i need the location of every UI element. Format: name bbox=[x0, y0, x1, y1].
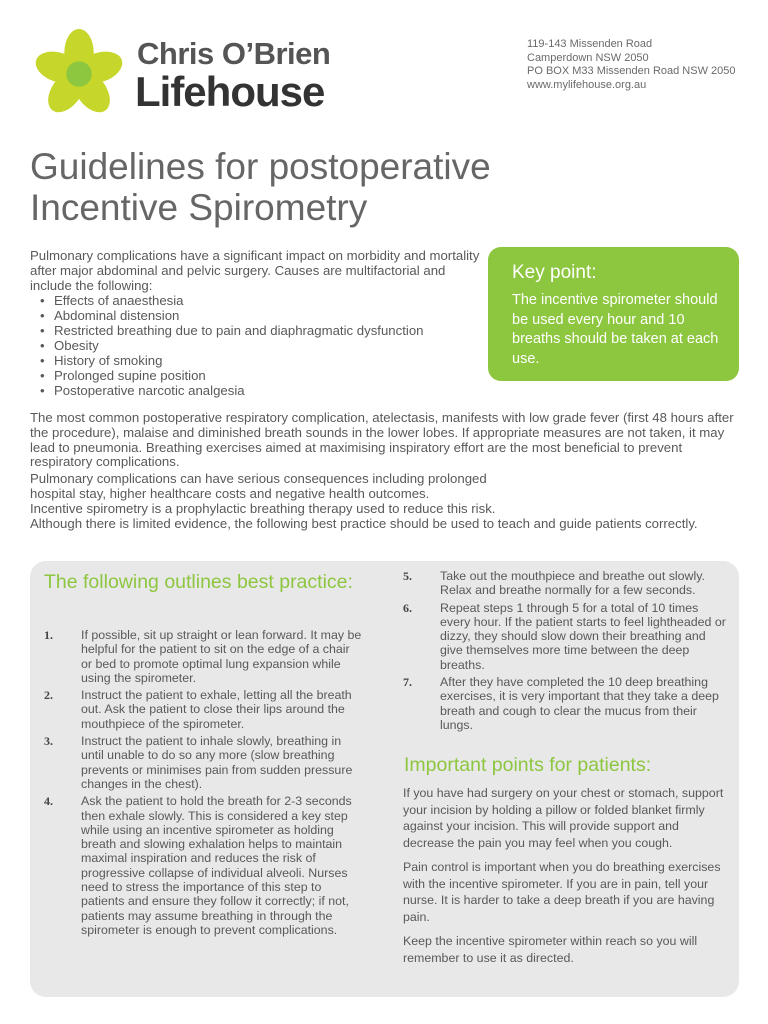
list-item: • Abdominal distension bbox=[30, 308, 482, 323]
body-line: Incentive spirometry is a prophylactic breathing therapy used to reduce this risk. bbox=[30, 500, 496, 516]
flower-logo-icon bbox=[30, 28, 128, 118]
step-number: 3. bbox=[44, 734, 53, 749]
step-number: 4. bbox=[44, 794, 53, 809]
patient-paragraph: If you have had surgery on your chest or stomach, support your incision by holding a pillow or folded blanket firmly against your incision. This will provide support and decrease the pain you may feel when you cough. bbox=[403, 786, 724, 850]
website-link[interactable]: www.mylifehouse.org.au bbox=[527, 78, 647, 91]
address-line: Camperdown NSW 2050 bbox=[527, 51, 649, 64]
title-line1: Guidelines for postoperative bbox=[30, 146, 491, 187]
step-number: 6. bbox=[403, 600, 412, 615]
step-number: 5. bbox=[403, 569, 412, 583]
best-practice-heading: The following outlines best practice: bbox=[44, 571, 353, 593]
step-item bbox=[44, 734, 364, 791]
best-practice-panel bbox=[30, 561, 739, 997]
body-line: Pulmonary complications can have serious consequences including prolonged bbox=[30, 471, 487, 487]
step-text: Instruct the patient to inhale slowly, breathing in until unable to do so any more (slow breathing prevents or minimises pain from sudden pressure changes in the chest). bbox=[81, 734, 353, 791]
key-point-box bbox=[488, 247, 739, 381]
step-text: Ask the patient to hold the breath for 2-3 seconds then exhale slowly. This is considered a key step while using an incentive spirometer as holding breath and slowing exhalation helps to maintain maximal inspiration and reduces the risk of progressive collapse of individual alveoli. Nurses need to stress the importance of this step to patients and ensure they follow it correctly; if not, patients may assume breathing in through the spirometer is enough to prevent complications. bbox=[81, 794, 352, 937]
steps-list-right bbox=[403, 569, 729, 735]
body-paragraph: The most common postoperative respiratory complication, atelectasis, manifests with low grade fever (first 48 hours after the procedure), malaise and diminished breath sounds in the lower lobes. If appropriate measures are not taken, it may lead to pneumonia. Breathing exercises aimed at maximising inspiratory effort are the most beneficial to prevent respiratory complications. bbox=[30, 410, 734, 470]
logo bbox=[30, 28, 360, 118]
step-text: Repeat steps 1 through 5 for a total of 10 times every hour. If the patient starts to feel lightheaded or dizzy, they should slow down their breathing and give themselves more time between the deep breaths. bbox=[440, 600, 726, 672]
body-paragraph bbox=[30, 472, 740, 516]
address-line: 119-143 Missenden Road bbox=[527, 38, 653, 50]
causes-list bbox=[30, 293, 482, 398]
step-item bbox=[403, 675, 729, 732]
list-item: • Prolonged supine position bbox=[30, 368, 482, 383]
brand-name-line1: Chris O’Brien bbox=[137, 36, 331, 71]
brand-name-line2: Lifehouse bbox=[135, 68, 325, 115]
key-point-text: The incentive spirometer should be used every hour and 10 breaths should be taken at each use. bbox=[512, 292, 719, 367]
step-text: If possible, sit up straight or lean forward. It may be helpful for the patient to sit on the edge of a chair or bed to promote optimal lung expansion while using the spirometer. bbox=[81, 628, 362, 685]
step-number: 2. bbox=[44, 688, 53, 703]
list-item: • Restricted breathing due to pain and diaphragmatic dysfunction bbox=[30, 323, 482, 338]
key-point-title: Key point: bbox=[512, 262, 597, 283]
list-item: • History of smoking bbox=[30, 353, 482, 368]
list-item: • Effects of anaesthesia bbox=[30, 293, 482, 308]
step-text: After they have completed the 10 deep breathing exercises, it is very important that they take a deep breath and cough to clear the mucus from their lungs. bbox=[440, 675, 719, 732]
step-item bbox=[44, 794, 364, 937]
steps-list-left bbox=[44, 628, 364, 940]
patients-section bbox=[403, 785, 729, 974]
step-item bbox=[403, 569, 729, 598]
patient-paragraph: Keep the incentive spirometer within reach so you will remember to use it as directed. bbox=[403, 934, 698, 965]
step-number: 1. bbox=[44, 628, 53, 642]
body-paragraph: Although there is limited evidence, the following best practice should be used to teach and guide patients correctly. bbox=[30, 515, 698, 531]
page-title bbox=[30, 146, 630, 228]
patients-heading: Important points for patients: bbox=[404, 754, 652, 776]
step-text: Take out the mouthpiece and breathe out slowly. Relax and breathe normally for a few seconds. bbox=[440, 569, 705, 598]
address-line: PO BOX M33 Missenden Road NSW 2050 bbox=[527, 65, 736, 77]
list-item: • Postoperative narcotic analgesia bbox=[30, 383, 482, 398]
title-line2: Incentive Spirometry bbox=[30, 187, 368, 228]
intro-section bbox=[30, 248, 482, 398]
address-block bbox=[527, 38, 735, 92]
step-item bbox=[44, 688, 364, 731]
list-item: • Obesity bbox=[30, 338, 482, 353]
step-number: 7. bbox=[403, 675, 412, 690]
step-item bbox=[44, 628, 364, 685]
patient-paragraph: Pain control is important when you do breathing exercises with the incentive spirometer. If you are in pain, tell your nurse. It is harder to take a deep breath if you are having pain. bbox=[403, 860, 721, 924]
step-item bbox=[403, 601, 729, 672]
body-line: hospital stay, higher healthcare costs and negative health outcomes. bbox=[30, 485, 430, 501]
intro-text: Pulmonary complications have a significant impact on morbidity and mortality after major abdominal and pelvic surgery. Causes are multifactorial and include the following: bbox=[30, 248, 480, 293]
body-section bbox=[30, 411, 740, 533]
step-text: Instruct the patient to exhale, letting all the breath out. Ask the patient to close their lips around the mouthpiece of the spirometer. bbox=[81, 688, 352, 731]
